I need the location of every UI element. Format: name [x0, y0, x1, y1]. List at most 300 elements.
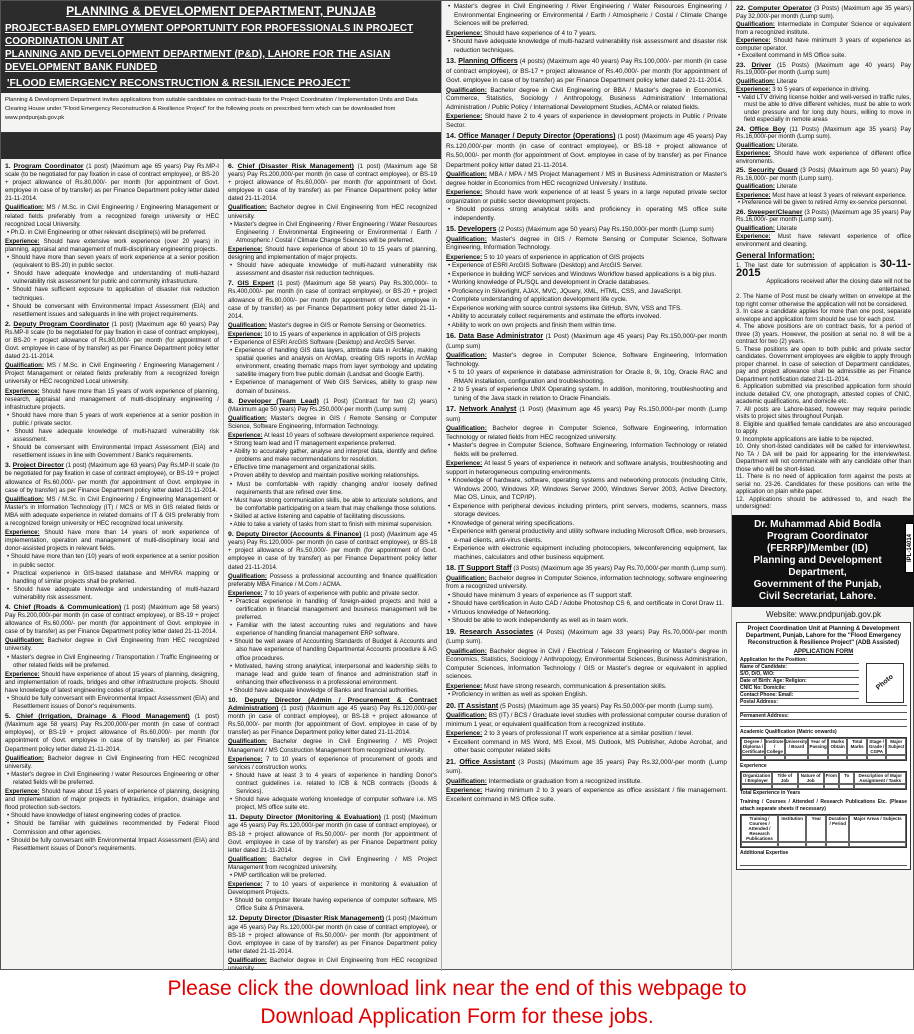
requirement-label: Experience:	[446, 189, 483, 196]
post-title: Developer (Team Lead)	[238, 397, 319, 405]
bullet-item: • Practical experience in handling of foreign-aided projects and hold a certification in financial management and business management will be preferred.	[228, 598, 437, 622]
requirement	[228, 590, 437, 598]
post-title: Chief (Roads & Communication)	[13, 603, 122, 611]
bullet-item: • Should be computer literate having experience of computer software, MS Office Suite & Primavera.	[228, 897, 437, 913]
general-info-item: 9. Incomplete applications are liable to be rejected.	[736, 435, 874, 443]
post-title: Research Associates	[459, 627, 534, 636]
form-field: Permanent Address:	[740, 713, 907, 720]
download-notice	[0, 972, 914, 1034]
general-info-title: General Information:	[736, 251, 815, 260]
form-field: Contact Phone: Email:	[740, 692, 859, 699]
requirement	[228, 415, 437, 431]
requirement	[446, 683, 727, 692]
post-number: 16.	[446, 332, 456, 340]
post-heading	[228, 814, 437, 854]
post-details: (1 post) (Maximum age 60 years) Pay Rs.MP-II scale (to be negotiated for pay fixation in case of contract employee), or BS-20 + project allowance of Rs.80,000/- per month (for appointment of Govt. employee in case of by transfer) as per Finance Department policy letter dated 21-11-2014.	[5, 320, 219, 361]
post-heading	[228, 531, 437, 571]
requirement-text: Should have work experience of at least 5 years in a large reputed private sector organization or public sector development projects.	[446, 189, 727, 205]
post-number: 13.	[446, 57, 456, 65]
bullet-item: • Should have minimum 3 years of experience as IT support staff.	[446, 592, 727, 601]
post-details: (4 posts) (Maximum age 40 years) Pay Rs.100,000/- per month (in case of contract employee), or BS-17 + project allowance of Rs.40,000/- per month (for appointment of Govt. employee in case of by transfer) as per Finance Department policy letter dated 21-11-2014.	[446, 58, 727, 84]
post-details: (1 post) (Maximum age 45 years) Pay Rs.120,000/-per month (in case of contract employee), or BS-18 + project allowance of Rs.50,000/- per month (for appointment of Govt. employee in case of by transfer) as per Finance Department policy letter dated 21-11-2014.	[446, 133, 727, 169]
requirement	[446, 425, 727, 442]
requirement-label: Experience:	[736, 37, 771, 44]
post-title: GIS Expert	[237, 280, 274, 288]
requirement-text: Should have work experience of different office environments.	[736, 150, 911, 165]
post-heading	[5, 163, 219, 203]
requirement-label: Qualification:	[736, 183, 775, 190]
post-heading	[736, 209, 911, 224]
post-title: IT Assistant	[457, 701, 499, 710]
requirement-label: Experience:	[736, 233, 771, 240]
signatory-government: Government of the Punjab,	[753, 578, 882, 590]
post-title: Deputy Program Coordinator	[13, 320, 110, 328]
requirement-label: Qualification:	[5, 362, 44, 370]
general-info-item: 5. These positions are open to both public and private sector candidates. Government employees are eligible to apply through proper channel. In case of selection of Department candidates, pay and project allowance shall be admissible as per Finance Department notification dated 21-11-2014.	[736, 345, 911, 383]
requirement-text: Bachelor degree in Civil Engineering from HEC recognized university.	[228, 204, 437, 220]
requirement	[228, 881, 437, 897]
requirement-text: Bachelor degree in Civil Engineering or BBA / Master's degree in Economics, Commerce, Statistics, Sociology / Anthropology, Business Administration/ International Administration / Public Policy / International Development Studies, ACMA or related fields.	[446, 86, 727, 111]
post-details: (3 Posts) (Maximum age 35 years) Pay 32,000/-per month (Lump sum).	[736, 5, 912, 20]
requirement	[446, 730, 727, 739]
table-cell	[867, 755, 887, 760]
requirement	[5, 496, 219, 528]
bullet-item: • Should have knowledge of latest engineering codes of practice.	[5, 812, 219, 820]
table-header: University / Board	[785, 738, 809, 755]
requirement-text: 7 to 10 years of experience of procurement of goods and services / construction works.	[228, 755, 437, 771]
requirement-label: Qualification:	[736, 141, 775, 149]
requirement-text: MBA / MPA / MS Project Management / MS in Business Administration or Master's degree holder in Economics from HEC recognized University / Institute.	[446, 171, 727, 187]
bullet-item: • Master's degree in Civil Engineering / River Engineering / Water Resources Engineering / Environmental Engineering or Environmental / Earth / Atmospheric / Costal / Climate Change Sciences will be preferred.	[228, 221, 437, 245]
post-number: 5.	[5, 713, 11, 721]
bullet-item: • Should be conversant with Environmental Impact Assessment (EIA) and resettlement issues and safeguards in line with project requirements.	[5, 303, 219, 319]
requirement-label: Qualification:	[736, 77, 775, 85]
post-details: (3 Posts) (Maximum age 35 years) Pay Rs.16,000/- per month (Lump sum).	[736, 208, 911, 223]
requirement-label: Qualification:	[228, 414, 267, 422]
column-3	[441, 1, 731, 971]
post-details: (5 Posts) (Maximum age 35 years) Pay Rs.50,000/-per month (Lump sum).	[498, 702, 714, 710]
requirement	[228, 322, 437, 330]
post-heading	[5, 321, 219, 361]
requirement-label: Experience:	[228, 755, 263, 763]
bullet-item: • Master's degree in Civil Engineering / Transportation / Traffic Engineering or other related fields will be preferred.	[5, 654, 219, 670]
ad-header	[1, 1, 441, 159]
table-cell	[741, 784, 772, 789]
post-heading	[228, 697, 437, 737]
requirement	[228, 957, 437, 971]
bullet-item: • Experience with general productivity and utility software including Microsoft Office, web browsers, e-mail clients, anti-virus clients.	[446, 528, 727, 545]
requirement-label: Experience:	[446, 113, 483, 120]
table-header: Nature of Job	[798, 772, 824, 784]
requirement-text: 7 to 10 years of experience with public and private sector.	[262, 589, 420, 597]
requirement	[228, 738, 437, 754]
post-title: Security Guard	[748, 167, 798, 174]
bullet-item: • Experience of management of Web GIS Services, ability to grasp new domain of business.	[228, 379, 437, 395]
requirement-text: Literate.	[774, 141, 799, 149]
requirement	[736, 37, 911, 52]
post-details: (1 post) (Maximum age 45 years) Pay Rs.120,000/-per month (in case of contract employee), or BS-18 + project allowance of Rs.50,000/- per month (for appointment of Govt. employee in case of by transfer) as per Finance Department policy letter dated 21-11-2014.	[228, 915, 437, 955]
form-field: Application for the Position:	[740, 657, 859, 664]
requirement-label: Qualification:	[736, 224, 775, 232]
requirement-text: Should have minimum 3 years of experience as computer operator.	[736, 37, 911, 52]
post-number: 3.	[5, 462, 11, 470]
form-field	[740, 720, 907, 727]
requirement-text: Possess a professional accounting and finance qualification preferably MBA Finance / M.Com / ACMA.	[228, 572, 437, 588]
requirement	[736, 192, 911, 200]
requirement-label: Experience:	[5, 670, 40, 678]
requirement	[736, 142, 911, 150]
table-header: Training / Courses / Attended / Research Publications	[741, 815, 778, 842]
post-heading	[446, 225, 727, 235]
requirement	[228, 246, 437, 262]
requirement	[446, 648, 727, 682]
post-details: (1 post) (Maximum age 45 years) Pay Rs.120,000/-per month (in case of contract employee), or BS-18 + project allowance of Rs.50,000/- per month (for appointment of Govt. employee in case of by transfer) as per Finance Department policy letter dated 21-11-2014.	[228, 814, 437, 854]
academic-title: Academic Qualification (Matric onwards)	[740, 728, 837, 735]
post-title: Office Manager / Deputy Director (Operations)	[458, 132, 616, 140]
requirement	[446, 87, 727, 113]
table-header: Institution	[778, 815, 806, 842]
column-1	[1, 159, 223, 971]
requirement	[5, 204, 219, 228]
bullet-item: • Should have at least 3 to 4 years of experience in handling Donor's contract guidelines i.e. related to ICB & NCB contracts (Goods & Services).	[228, 772, 437, 796]
bullet-item: • Ability to accurately collect requirements and estimate the efforts involved.	[446, 313, 727, 322]
post-number: 18.	[446, 564, 456, 572]
bullet-item: • Experience of ESRI ArcGIS Software (Desktop) and ArcGIS Server.	[446, 262, 727, 271]
table-header: Major Areas / Subjects	[849, 815, 906, 842]
bullet-item: • Should have more than 5 years of work experience at a senior position in public / private sector.	[5, 412, 219, 428]
requirement-label: Experience:	[736, 150, 771, 157]
bullet-item: • Virtuous knowledge of Networking.	[446, 609, 727, 618]
requirement-text: Should have about 15 years of experience of planning, designing and implementation of major projects in hydraulics, irrigation, drainage and flood protection sub-sectors.	[5, 788, 219, 812]
requirement-label: Qualification:	[228, 956, 267, 964]
post-heading	[5, 604, 219, 636]
post-number: 25.	[736, 167, 746, 174]
requirement-text: Bachelor degree in Civil Engineering from HEC recognized university.	[5, 754, 219, 770]
signatory-department: Planning and Development Department,	[753, 554, 882, 578]
post-heading	[228, 163, 437, 203]
requirement	[446, 460, 727, 477]
headline-line-2: PLANNING AND DEVELOPMENT DEPARTMENT (P&D), LAHORE FOR THE ASIAN DEVELOPMENT BANK FUNDED	[5, 49, 391, 73]
general-info-item: 11. There is no need of application form against the posts at serial no. 23-26. Candidates for these positions can write the application on plain white paper.	[736, 473, 911, 495]
requirement-text: Literate	[774, 77, 797, 85]
bullet-item: • Should possess strong analytical skills and proficiency in operating MS office suite independently.	[446, 206, 727, 223]
table-header: Description of Major Assignment / Tasks	[854, 772, 906, 784]
requirement-label: Experience:	[446, 682, 483, 690]
requirement-label: Experience:	[446, 787, 483, 794]
requirement-label: Experience:	[228, 432, 263, 439]
requirement-text: Bachelor degree in Civil Engineering from HEC recognized university.	[5, 637, 219, 653]
bullet-item: • Experience with peripheral devices including printers, print servers, modems, scanners, mass storage devices.	[446, 503, 727, 520]
table-header: Total Marks	[847, 738, 867, 755]
website-url[interactable]: www.pndpunjab.gov.pk	[799, 609, 881, 619]
table-cell	[806, 842, 826, 847]
table-cell	[741, 842, 778, 847]
bullet-item: • Proven ability to develop and maintain positive working relationships.	[228, 472, 437, 480]
post-number: 12.	[228, 915, 238, 923]
table-cell	[765, 755, 785, 760]
form-field: CNIC No: Domicile:	[740, 685, 859, 692]
requirement-label: Experience:	[228, 589, 263, 597]
table-header: Organization / Employer	[742, 772, 771, 783]
post-number: 8.	[228, 397, 234, 405]
bullet-item: • Skilled at active listening and capable of facilitating discussions.	[228, 513, 437, 521]
requirement-label: Qualification:	[446, 574, 487, 582]
requirement	[5, 637, 219, 653]
intro-text: Planning & Development Department invites applications from suitable candidates on contract-basis for the Project Coordination / Implementation Units and Data Clearing House under "Flood Emergency Reconstruction & Resilience Project" for the following posts on prescribed form which can be downloaded from www.pndpunjab.gov.pk	[1, 93, 441, 133]
bullet-item: • Should have adequate knowledge of multi-hazard vulnerability risk assessment and disaster risk reduction techniques.	[446, 38, 727, 55]
requirement-label: Experience:	[446, 730, 483, 737]
requirement-label: Experience:	[228, 330, 263, 338]
table-cell	[886, 755, 906, 760]
requirement-text: Bachelor degree in Civil Engineering / MS Project Management / MS Construction Management from recognized university.	[228, 738, 437, 754]
last-date-label: 1. The last date for submission of application is	[736, 262, 880, 269]
bullet-item: • Ph.D. in Civil Engineering or other relevant discipline(s) will be preferred.	[5, 229, 219, 237]
post-number: 20.	[446, 701, 456, 710]
post-title: Planning Officers	[458, 57, 518, 65]
post-number: 17.	[446, 405, 456, 413]
requirement-label: Qualification:	[228, 204, 267, 212]
academic-table	[740, 737, 907, 761]
bullet-item: • Working knowledge of PL/SQL and development in Oracle databases.	[446, 279, 727, 288]
requirement-label: Qualification:	[446, 171, 487, 178]
post-number: 6.	[228, 163, 234, 170]
bullet-item: • Must be comfortable with rapidly changing and/or loosely defined requirements that are refined over time.	[228, 481, 437, 497]
table-header: Stage / Grade / CGPA	[867, 738, 887, 755]
requirement-label: Qualification:	[446, 712, 487, 719]
general-info-item: 4. The above positions are on contract basis, for a period of three (3) years. However, the position at serial no. 8 will be a contract for two (2) years.	[736, 323, 911, 345]
table-cell	[849, 842, 906, 847]
requirement-label: Experience:	[5, 529, 40, 537]
table-header: Major Subject	[886, 738, 906, 755]
requirement-label: Qualification:	[446, 235, 487, 243]
requirement	[446, 575, 727, 592]
form-field: Postal Address:	[740, 699, 907, 706]
requirement	[446, 254, 727, 263]
post-details: (1 post) (Maximum age 45 years) Pay Rs.120,000/- per month (in case of contract employee), or BS-18 + project allowance of Rs.50,000/- per month (for appointment of Govt. employee in case of by transfer) as per Finance Department policy letter dated 21-11-2014.	[228, 531, 437, 571]
requirement-text: Should have more than 14 years of work experience of implementation, operation and management of multi-disciplinary local and donor-assisted projects in relevant fields.	[5, 529, 219, 553]
requirement-text: Bachelor degree in Civil Engineering / MS Project Management from recognized university.	[228, 855, 437, 871]
requirement-label: Experience:	[5, 788, 40, 796]
post-number: 1.	[5, 163, 11, 170]
post-details: (1 post) (Maximum age 45 years) Pay Rs.120,000/-per month (in case of contract employee), or BS-18 + project allowance of Rs.50,000/- per month (for appointment of Govt. employee in case of by transfer) as per Finance Department policy letter dated 21-11-2014.	[228, 705, 437, 737]
post-number: 24.	[736, 125, 746, 133]
requirement-text: MS / M.Sc. in Civil Engineering / Engineering Management or Master's in Information Technology (IT) / MCS or MS in GIS related fields or MBA with adequate experience in related domains of IT & GIS preferably from a recognized foreign university or HEC recognized local university.	[5, 495, 219, 528]
post-title: IT Support Staff	[457, 564, 512, 572]
post-title: Data Base Administrator	[458, 332, 544, 340]
bullet-item: • Valid LTV driving license holder and well-versed in traffic rules, must be able to drive different vehicles, must be able to work under pressure and for long duty hours, willing to move in field especially in remote areas	[736, 94, 911, 124]
table-cell	[839, 784, 854, 789]
post-number: 26.	[736, 208, 746, 216]
bullet-item: • Should have more than ten (10) years of work experience at a senior position in public sector.	[5, 553, 219, 569]
requirement-label: Qualification:	[228, 572, 267, 580]
requirement-text: Having minimum 2 to 3 years of experience as office assistant / file management. Excellent command in MS Office suite.	[446, 787, 727, 803]
bullet-item: • Excellent command in MS Office suite.	[736, 52, 911, 60]
requirement-text: Literate	[774, 224, 797, 232]
requirement-label: Experience:	[736, 86, 771, 93]
post-title: Deputy Director (Admin / Procurement & Contract Administration)	[228, 697, 437, 713]
requirement	[446, 352, 727, 369]
table-cell	[808, 755, 828, 760]
requirement-text: MS / M.Sc. in Civil Engineering / Engineering Management or related fields preferably from a recognized foreign university or HEC recognized Local University.	[5, 204, 219, 228]
signatory-designation: Program Coordinator (FERRP)/Member (ID)	[766, 530, 869, 554]
signatory-address: Civil Secretariat, Lahore.	[758, 590, 877, 602]
form-title: Project Coordination Unit at Planning & Development Department, Punjab, Lahore for the "Flood Emergency Reconstruction & Resilience Project" (ADB Assisted)	[745, 625, 902, 646]
post-title: Program Coordinator	[13, 163, 84, 170]
requirement	[5, 362, 219, 386]
requirement-text: 10 to 15 years of experience in application of GIS projects	[262, 330, 421, 338]
post-details: (3 Posts) (Maximum age 35 years) Pay Rs.32,000/-per month (Lump sum).	[446, 758, 727, 775]
general-info-item: 8. Eligible and qualified female candidates are also encouraged to apply.	[736, 420, 911, 435]
general-info-item: 7. All posts are Lahore-based, however may require periodic visits to project sites throughout Punjab.	[736, 405, 911, 420]
post-heading	[446, 702, 727, 712]
requirement-text: Bachelor degree in Computer Science, Software Engineering, Information Technology or related fields from HEC recognized university.	[446, 425, 727, 441]
website-label: Website:	[766, 609, 798, 619]
bullet-item: • Ability to work on own projects and finish them within time.	[446, 322, 727, 331]
requirement-label: Experience:	[5, 237, 40, 245]
requirement-label: Qualification:	[5, 495, 44, 503]
requirement	[228, 204, 437, 220]
post-title: Deputy Director (Accounts & Finance)	[236, 531, 362, 539]
column-2	[223, 159, 441, 971]
table-header: Degree / Diploma / Certificate	[742, 738, 765, 754]
post-details: (11 Posts) (Maximum age 35 years) Pay Rs.16,000/-per month (Lump sum).	[736, 125, 911, 140]
requirement-label: Qualification:	[446, 425, 487, 432]
bullet-item: • Knowledge of hardware, software, operating systems and networking protocols (including Citrix, Windows 2000, Windows XP, Windows Server 2000, Windows Server 2003, Active Directory, Mac OS, Linux, and TCP/IP).	[446, 477, 727, 503]
requirement	[736, 150, 911, 165]
requirement-text: 2 to 3 years of professional IT work experience at a similar position / level.	[482, 730, 694, 737]
table-cell	[772, 784, 798, 789]
bullet-item: • Knowledge of general wiring specifications.	[446, 520, 727, 529]
bullet-item: • Practical experience in GIS-based database and MHVRA mapping or handling of similar projects shall be preferred.	[5, 570, 219, 586]
post-number: 9.	[228, 531, 234, 539]
requirement-label: Qualification:	[228, 738, 267, 746]
post-details: (1 post) (Maximum age 58 years) Pay Rs.200,000/-per month (in case of contract employee), or BS-19 + project allowance of Rs.60,000/- per month (for appointment of Govt. employee in case of by transfer) as per Finance Department policy letter dated 21-11-2014.	[5, 603, 220, 636]
requirement	[446, 712, 727, 729]
bullet-item: • Experience working with source control systems like GitHub, SVN, VSS and TFS.	[446, 305, 727, 314]
requirement-text: Bachelor degree in Civil / Electrical / Telecom Engineering or Master's degree in Economics, Statistics, Sociology / Anthropology, Environmental Sciences, Business Administration, Computer Sciences, Information Technology / GIS or Master's degree or equivalent in applied sciences.	[446, 647, 727, 680]
post-number: 10.	[228, 697, 238, 704]
bullet-item: • Strong team lead and IT management experience preferred.	[228, 440, 437, 448]
post-details: (1 Post) (Maximum age 45 years) Pay Rs.150,000/-per month (Lump sum)	[446, 406, 727, 423]
post-heading	[5, 713, 219, 753]
bullet-item: • Should be well aware of Accounting Standards of Budget & Accounts and also have experience of handling Departmental Accounts procedure & AG office procedures.	[228, 638, 437, 662]
table-header: Marks Obtain	[828, 738, 848, 755]
bullet-item: • Should have adequate knowledge of multi-hazard vulnerability risk assessment.	[5, 428, 219, 444]
requirement-label: Qualification:	[446, 777, 487, 785]
bullet-item: • Master's degree in Computer Science, Software Engineering, Information Technology or related fields will be preferred.	[446, 442, 727, 459]
general-info-item: 12. Applications should be addressed to, and reach the undersigned:	[736, 495, 911, 510]
table-header: Duration / Period	[826, 815, 849, 842]
post-title: Network Analyst	[459, 405, 517, 413]
requirement-text: Master's degree in GIS / Remote Sensing or Computer Science, Software Engineering, Information Technology.	[228, 414, 437, 430]
photo-label: Photo	[875, 673, 895, 692]
ad-code: IPL-14014	[905, 523, 914, 573]
general-info-item: 10. Only short-listed candidates will be called for interview/test. No TA / DA will be paid for appearing for the interview/test. Department will not communicate with any candidate other than those who will be short-listed.	[736, 443, 911, 473]
requirement-label: Experience:	[5, 387, 40, 395]
photo-box	[866, 663, 904, 703]
requirement-text: Intermediate in Computer Science or equivalent from a recognized institute.	[736, 21, 911, 36]
post-title: Deputy Director (Disaster Risk Management)	[239, 915, 385, 923]
form-field: S/O, D/O, W/O:	[740, 671, 859, 678]
bullet-item: • Should be fully conversant with Environmental Impact Assessment (EIA) and Resettlement issues of Donor's requirements.	[5, 695, 219, 711]
bullet-item: • Should have adequate knowledge and understanding of multi-hazard vulnerability risk assessment.	[5, 586, 219, 602]
requirement	[5, 788, 219, 812]
requirement-text: Should have experience of 4 to 7 years.	[482, 29, 597, 37]
post-number: 22.	[736, 5, 746, 12]
requirement-label: Qualification:	[446, 647, 487, 655]
requirement	[5, 671, 219, 695]
bullet-item: • Must have strong communication skills, be able to articulate solutions, and be comfortable participating on a team that may challenge those solutions.	[228, 497, 437, 513]
requirement-label: Qualification:	[5, 754, 44, 762]
table-header: Institute / College	[766, 738, 784, 754]
requirement-text: Bachelor degree in Civil Engineering from HEC recognized university.	[228, 956, 437, 971]
bullet-item: • Motivated, having strong analytical, interpersonal and leadership skills to manage lead and guide team of finance and administration staff in enhancing their effectiveness in a professional environment.	[228, 663, 437, 687]
requirement	[228, 756, 437, 772]
post-details: (15 Posts) (Maximum age 40 years) Pay Rs.19,000/-per month (Lump sum)	[736, 61, 911, 76]
form-field: Date of Birth: Age: Religion:	[740, 678, 859, 685]
post-details: (1 post) (Maximum age 63 years) Pay Rs.MP-II scale (to be negotiated for pay fixation in case of contract employee), or BS-19 + project allowance of Rs.60,000/- per month (for appointment of Govt. employee in case of by transfer) as per Finance Department policy letter dated 21-11-2014.	[5, 462, 219, 494]
signatory-block	[732, 515, 914, 607]
requirement-label: Qualification:	[228, 855, 267, 863]
post-heading	[736, 126, 911, 141]
requirement	[446, 778, 727, 787]
signatory-name: Dr. Muhammad Abid Bodla	[754, 518, 881, 530]
additional-expertise: Additional Expertise	[740, 849, 789, 856]
post-heading	[228, 915, 437, 955]
requirement-text: 7 to 10 years of experience in monitoring & evaluation of Development Projects.	[228, 881, 437, 897]
post-details: (4 Posts) (Maximum age 33 years) Pay Rs.70,000/-per month (Lump sum).	[446, 628, 727, 645]
requirement-text: 5 to 10 years of experience in application of GIS projects	[482, 253, 645, 261]
bullet-item: • Preference will be given to retired Army ex-service personnel.	[736, 199, 911, 207]
application-form-image	[736, 622, 911, 870]
requirement-label: Qualification:	[446, 86, 487, 94]
post-details: (1 post) (Maximum age 65 years) Pay Rs.MP-I scale (to be negotiated for pay fixation in case of contract employee), or BS-20 + project allowance of Rs.80,000/- per month (for appointment of Govt. employee in case of by transfer) as per Finance Department policy letter dated 21-11-2014.	[5, 163, 219, 203]
requirement	[446, 236, 727, 253]
bullet-item: • Should be able to work independently as well as in team work.	[446, 617, 727, 626]
general-info-item: 2. The Name of Post must be clearly written on envelope at the top right corner otherwise the application will not be considered.	[736, 293, 911, 308]
bullet-item: • Experience in building WCF services and Windows Workflow based applications is a big plus.	[446, 271, 727, 280]
bullet-item: • 2 to 5 years of experience UNIX Operating system. In addition, monitoring, troubleshooting and tuning of the Java stack in relation to Oracle Financials.	[446, 386, 727, 403]
website-line	[736, 610, 911, 620]
requirement-label: Qualification:	[5, 637, 44, 645]
bullet-item: • Master's degree in Civil Engineering / water Resources Engineering or other related fields will be preferred.	[5, 771, 219, 787]
bullet-item: • Ability to accurately gather, analyse and interpret data, identify and define problems and make recommendations for resolution.	[228, 448, 437, 464]
requirement	[228, 573, 437, 589]
requirement-label: Experience:	[446, 29, 483, 37]
post-details: (3 Posts) (Maximum age 35 years) Pay Rs.70,000/-per month (Lump sum).	[511, 565, 728, 572]
bullet-item: • Familiar with the latest accounting rules and regulations and have experience of handling financial management ERP software.	[228, 622, 437, 638]
post-number: 11.	[228, 814, 238, 822]
table-header: Year of Passing	[808, 738, 828, 755]
post-number: 14.	[446, 132, 456, 140]
requirement	[446, 171, 727, 188]
table-cell	[826, 842, 849, 847]
experience-title: Experience	[740, 762, 767, 769]
post-heading	[736, 62, 911, 77]
requirement-text: Master's degree in GIS or Remote Sensing or Geometrics.	[266, 321, 427, 329]
requirement-text: Bachelor degree in Computer Science, information technology, software engineering from a recognized university.	[446, 574, 727, 590]
requirement	[228, 331, 437, 339]
requirement-label: Experience:	[446, 253, 483, 261]
post-heading	[446, 628, 727, 647]
post-heading	[446, 332, 727, 351]
requirement-text: 3 to 5 years of experience in driving.	[770, 86, 871, 93]
training-table	[740, 814, 907, 848]
headline-line-1: PROJECT-BASED EMPLOYMENT OPPORTUNITY FOR PROFESSIONALS IN PROJECT COORDINATION UNIT AT	[5, 23, 414, 47]
training-title: Training / Courses / Attended / Research Publications Etc. (Please attach separate sheets if necessary)	[740, 798, 907, 812]
bullet-item: • Should have adequate knowledge and understanding of multi-hazard vulnerability risk assessment for public and community infrastructure.	[5, 270, 219, 286]
requirement-text: Should have more than 15 years of work experience of planning, research, appraisal and management of multi-disciplinary engineering / infrastructure projects.	[5, 387, 219, 411]
